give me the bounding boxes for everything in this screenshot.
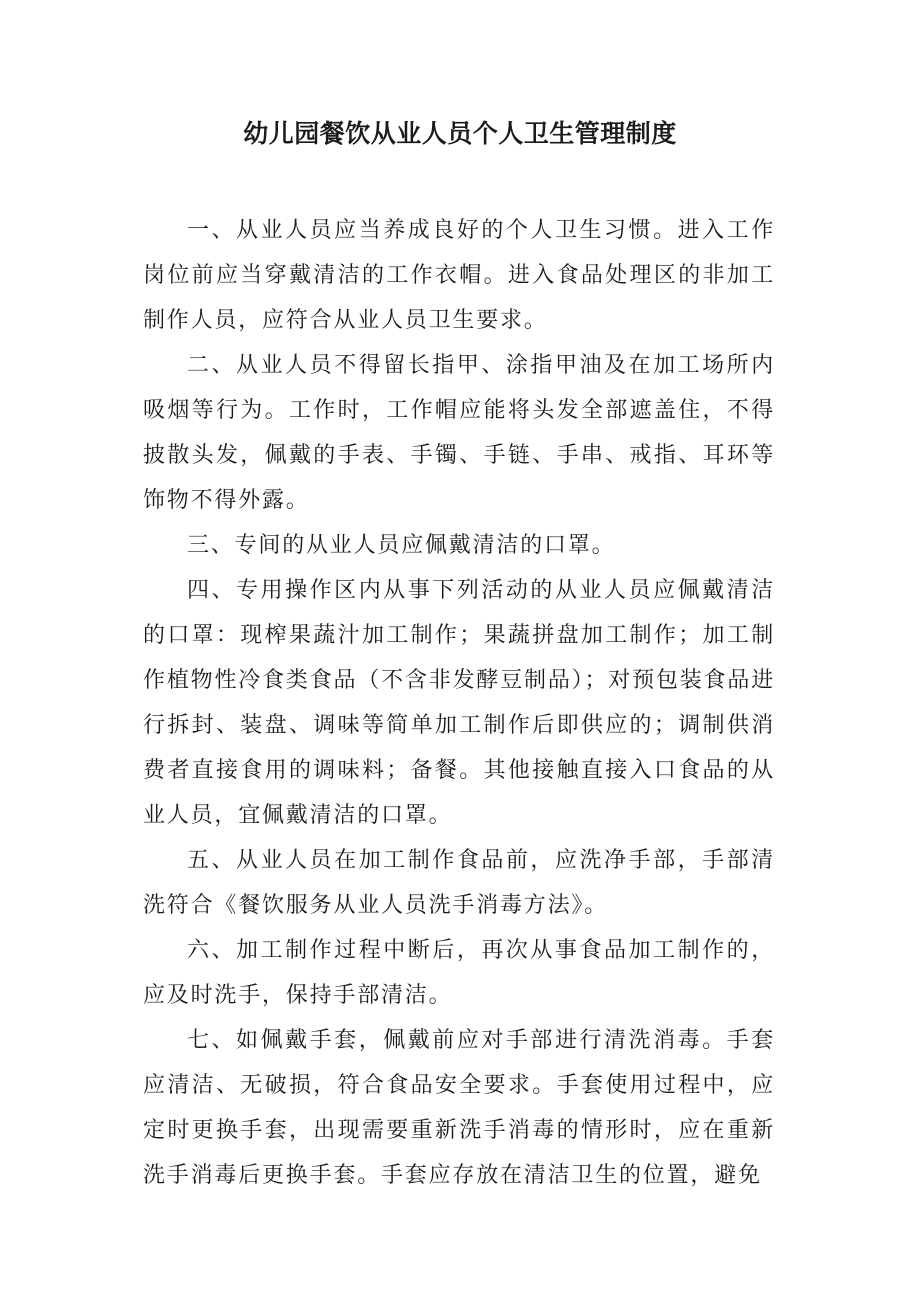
document-title: 幼儿园餐饮从业人员个人卫生管理制度: [243, 119, 677, 148]
paragraph-3: 三、专间的从业人员应佩戴清洁的口罩。: [187, 533, 616, 558]
paragraph-1: 一、从业人员应当养成良好的个人卫生习惯。进入工作岗位前应当穿戴清洁的工作衣帽。进入食品处理区的非加工制作人员，应符合从业人员卫生要求。: [143, 218, 775, 333]
paragraph-4: 四、专用操作区内从事下列活动的从业人员应佩戴清洁的口罩：现榨果蔬汁加工制作；果蔬拼盘加工制作；加工制作植物性冷食类食品（不含非发酵豆制品）；对预包装食品进行拆封、装盘、调味等简单加工制作后即供应的；调制供消费者直接食用的调味料；备餐。其他接触直接入口食品的从业人员，宜佩戴清洁的口罩。: [143, 578, 775, 828]
paragraph-5: 五、从业人员在加工制作食品前，应洗净手部，手部清洗符合《餐饮服务从业人员洗手消毒方法》。: [143, 848, 775, 918]
paragraph-2: 二、从业人员不得留长指甲、涂指甲油及在加工场所内吸烟等行为。工作时，工作帽应能将头发全部遮盖住，不得披散头发，佩戴的手表、手镯、手链、手串、戒指、耳环等饰物不得外露。: [143, 353, 775, 513]
paragraph-6: 六、加工制作过程中断后，再次从事食品加工制作的，应及时洗手，保持手部清洁。: [143, 938, 775, 1008]
document-body: [143, 208, 775, 1198]
paragraph-7: 七、如佩戴手套，佩戴前应对手部进行清洗消毒。手套应清洁、无破损，符合食品安全要求。手套使用过程中，应定时更换手套，出现需要重新洗手消毒的情形时，应在重新洗手消毒后更换手套。手套应存放在清洁卫生的位置，避免: [143, 1028, 775, 1188]
